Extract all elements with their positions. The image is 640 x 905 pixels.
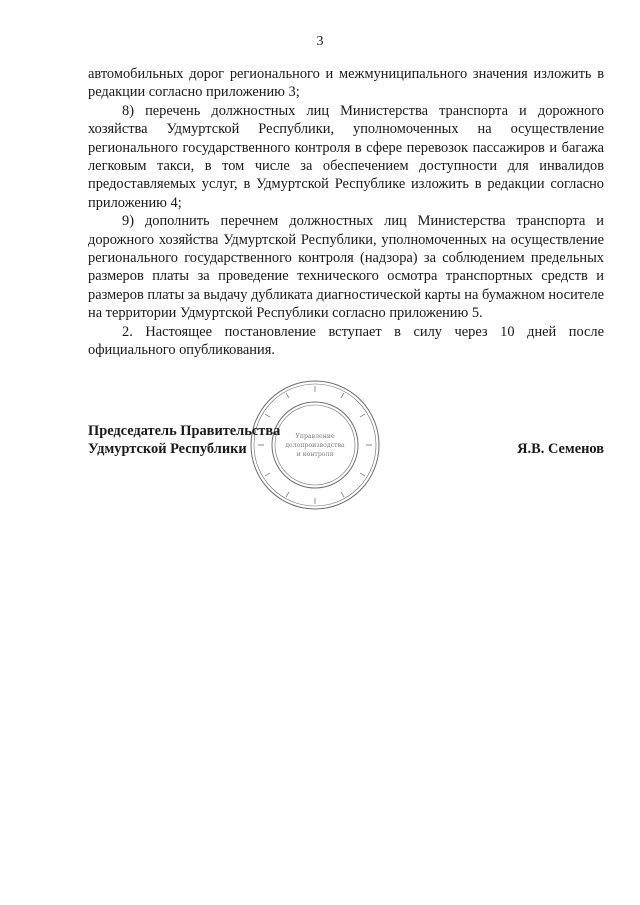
paragraph-item-8: 8) перечень должностных лиц Министерства транспорта и дорожного хозяйства Удмуртской Республики, уполномоченных на осуществление регионального государственного контроля в сфере перевозок пассажиров и багажа легковым такси, в том числе за обеспечением доступности для инвалидов предоставляемых услуг, в Удмуртской Республике изложить в редакции согласно приложению 4;	[88, 102, 604, 211]
seal-center-line-2: делопроизводства	[285, 442, 345, 449]
paragraph-item-9: 9) дополнить перечнем должностных лиц Министерства транспорта и дорожного хозяйства Удмуртской Республики, уполномоченных на осуществление регионального государственного контроля (надзора) за соблюдением предельных размеров платы за проведение технического осмотра транспортных средств и размеров платы за выдачу дубликата диагностической карты на бумажном носителе на территории Удмуртской Республики согласно приложению 5.	[88, 213, 605, 322]
signatory-position-line-2: Удмуртской Республики	[88, 441, 247, 458]
signatory-name: Я.В. Семенов	[517, 441, 604, 457]
page-number: 3	[316, 34, 324, 49]
paragraph-effective-date: 2. Настоящее постановление вступает в силу через 10 дней после официального опубликования.	[88, 323, 604, 359]
seal-center-line-3: и контроля	[296, 451, 334, 458]
seal-center-line-1: Управление	[295, 433, 335, 440]
signatory-position	[88, 422, 280, 459]
signatory-position-line-1: Председатель Правительства	[88, 423, 281, 439]
paragraph-continuation: автомобильных дорог регионального и межмуниципального значения изложить в редакции согласно приложению 3;	[88, 66, 604, 101]
document-body	[88, 65, 604, 360]
